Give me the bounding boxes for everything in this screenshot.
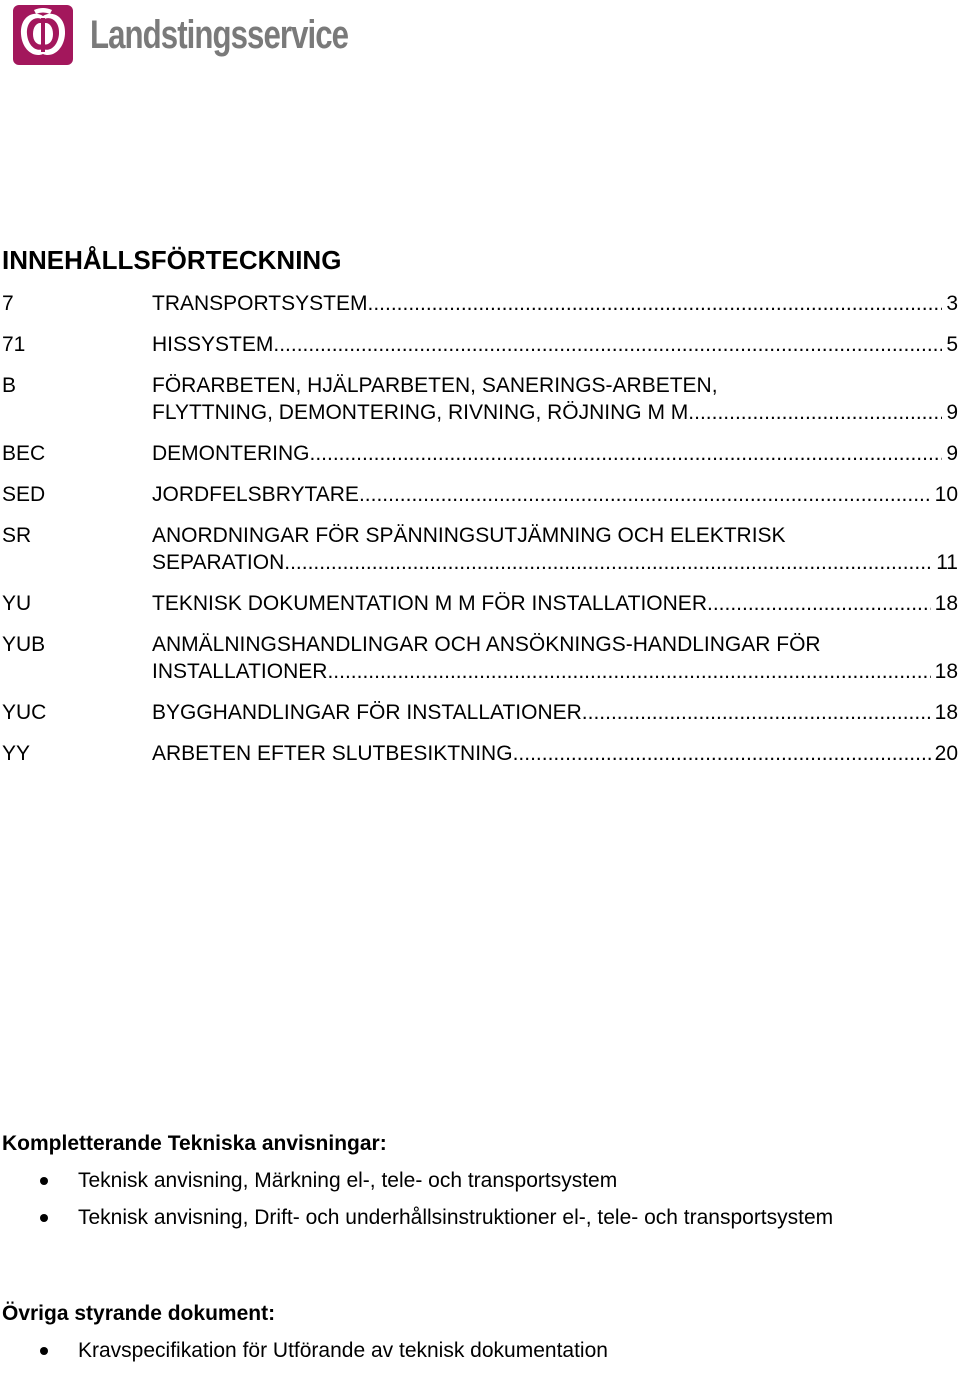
toc-leader-dots [707,590,931,617]
bullet-text: Teknisk anvisning, Drift- och underhållsinstruktioner el-, tele- och transportsystem [78,1206,834,1229]
toc-entry-title: DEMONTERING [152,442,310,465]
toc-entry-title-line: ANORDNINGAR FÖR SPÄNNINGSUTJÄMNING OCH ELEKTRISK [152,524,786,547]
toc-entry[interactable] [2,372,958,426]
toc-entry-code: YU [2,592,32,615]
toc-entry-page: 11 [936,551,958,574]
toc-entry-title-line: FÖRARBETEN, HJÄLPARBETEN, SANERINGS-ARBETEN, [152,374,718,397]
toc-entry[interactable] [2,590,958,617]
landstingsservice-logo-icon [12,4,74,66]
kompletterande-heading: Kompletterande Tekniska anvisningar: [2,1132,387,1155]
toc-entry[interactable] [2,331,958,358]
toc-entry-page: 18 [934,592,958,615]
toc-entry-page: 18 [934,660,958,683]
toc-entry-page: 3 [946,292,958,315]
toc-title: INNEHÅLLSFÖRTECKNING [2,245,342,275]
toc-leader-dots [688,399,942,426]
toc-entry-code: 71 [2,333,26,356]
bullet-text: Kravspecifikation för Utförande av teknisk dokumentation [78,1339,608,1362]
toc-leader-dots [273,331,942,358]
header-logo [12,4,421,66]
toc-leader-dots [582,699,931,726]
toc-entry-code: YUC [2,701,47,724]
toc-entry-code: SR [2,524,32,547]
toc-entry-title: JORDFELSBRYTARE [152,483,359,506]
toc-entry-code: SED [2,483,46,506]
toc-entry-code: BEC [2,442,46,465]
toc-entry-page: 9 [946,442,958,465]
toc-entry-title: TRANSPORTSYSTEM [152,292,368,315]
toc-leader-dots [284,549,932,576]
bullet-item [0,1204,940,1231]
toc-leader-dots [327,658,930,685]
toc-entry-title: FLYTTNING, DEMONTERING, RIVNING, RÖJNING M M [152,401,689,424]
ovriga-heading: Övriga styrande dokument: [2,1302,276,1325]
toc-leader-dots [310,440,943,467]
toc-entry[interactable] [2,740,958,767]
bullet-icon [40,1177,48,1185]
toc-entry-page: 5 [946,333,958,356]
toc-entry-page: 18 [934,701,958,724]
toc-leader-dots [359,481,931,508]
toc-entry-code: YY [2,742,31,765]
toc-entry-code: B [2,374,17,397]
toc-entry[interactable] [2,481,958,508]
toc-entry-code: YUB [2,633,46,656]
toc-entry[interactable] [2,290,958,317]
toc-entry-page: 20 [934,742,958,765]
toc-leader-dots [513,740,931,767]
bullet-item [0,1167,940,1194]
kompletterande-list [0,1167,940,1241]
brand-name: Landstingsservice [90,12,349,57]
toc-entry-title: SEPARATION [152,551,285,574]
toc-entry[interactable] [2,440,958,467]
toc-entry-title: BYGGHANDLINGAR FÖR INSTALLATIONER [152,701,582,724]
bullet-text: Teknisk anvisning, Märkning el-, tele- och transportsystem [78,1169,618,1192]
toc-leader-dots [367,290,942,317]
toc-entry-page: 9 [946,401,958,424]
table-of-contents [2,290,958,767]
toc-entry-title: ARBETEN EFTER SLUTBESIKTNING [152,742,513,765]
toc-entry-title: TEKNISK DOKUMENTATION M M FÖR INSTALLATIONER [152,592,707,615]
toc-entry-title: HISSYSTEM [152,333,274,356]
toc-entry-title-line: ANMÄLNINGSHANDLINGAR OCH ANSÖKNINGS-HANDLINGAR FÖR [152,633,821,656]
toc-entry[interactable] [2,522,958,576]
bullet-icon [40,1214,48,1222]
toc-entry-page: 10 [934,483,958,506]
bullet-icon [40,1347,48,1355]
ovriga-list [0,1337,940,1374]
toc-entry[interactable] [2,631,958,685]
bullet-item [0,1337,940,1364]
toc-entry-title: INSTALLATIONER [152,660,328,683]
toc-entry[interactable] [2,699,958,726]
toc-entry-code: 7 [2,292,14,315]
